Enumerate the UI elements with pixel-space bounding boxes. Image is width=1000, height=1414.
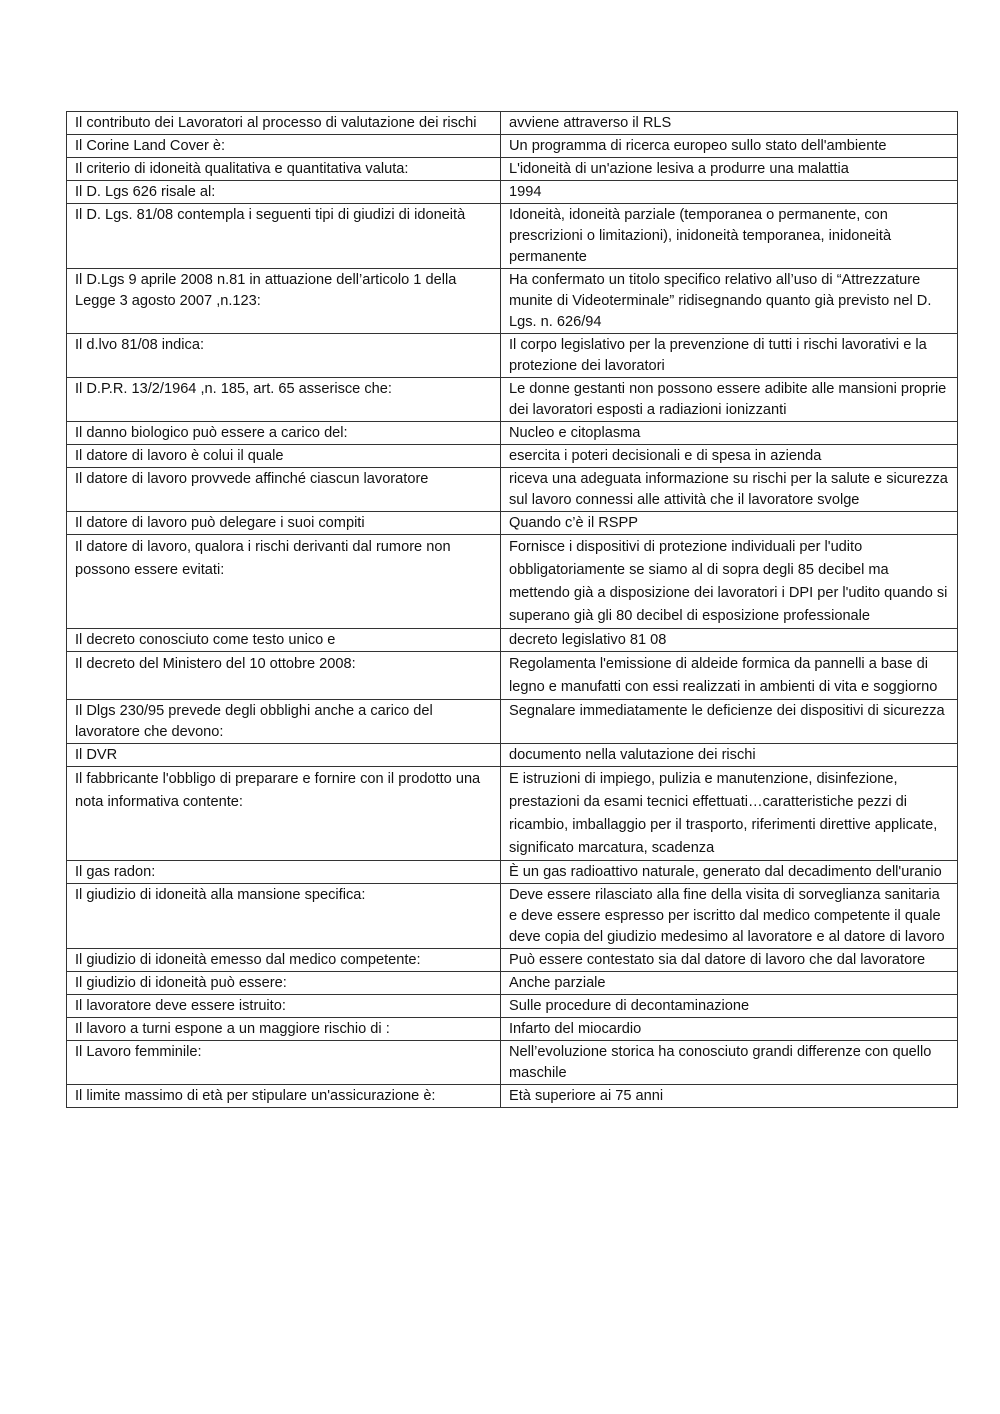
table-row — [67, 422, 958, 445]
answer-cell: 1994 — [501, 181, 958, 204]
answer-cell: Infarto del miocardio — [501, 1018, 958, 1041]
table-row — [67, 204, 958, 269]
answer-cell: Idoneità, idoneità parziale (temporanea o permanente, con prescrizioni o limitazioni), inidoneità temporanea, inidoneità permanente — [501, 204, 958, 269]
question-cell: Il D. Lgs. 81/08 contempla i seguenti tipi di giudizi di idoneità — [67, 204, 501, 269]
table-row — [67, 468, 958, 512]
table-row — [67, 767, 958, 861]
table-row — [67, 995, 958, 1018]
question-cell: Il criterio di idoneità qualitativa e quantitativa valuta: — [67, 158, 501, 181]
question-cell: Il D. Lgs 626 risale al: — [67, 181, 501, 204]
question-cell: Il danno biologico può essere a carico del: — [67, 422, 501, 445]
answer-cell: Il corpo legislativo per la prevenzione di tutti i rischi lavorativi e la protezione dei lavoratori — [501, 334, 958, 378]
table-row — [67, 512, 958, 535]
table-row — [67, 1041, 958, 1085]
table-row — [67, 269, 958, 334]
table-row — [67, 535, 958, 629]
question-cell: Il giudizio di idoneità emesso dal medico competente: — [67, 949, 501, 972]
answer-cell: Quando c’è il RSPP — [501, 512, 958, 535]
question-cell: Il datore di lavoro provvede affinché ciascun lavoratore — [67, 468, 501, 512]
answer-cell: avviene attraverso il RLS — [501, 112, 958, 135]
answer-cell: Età superiore ai 75 anni — [501, 1085, 958, 1108]
table-row — [67, 445, 958, 468]
question-cell: Il Lavoro femminile: — [67, 1041, 501, 1085]
qa-table — [66, 111, 958, 1108]
question-cell: Il datore di lavoro può delegare i suoi compiti — [67, 512, 501, 535]
table-row — [67, 135, 958, 158]
table-row — [67, 334, 958, 378]
table-row — [67, 1018, 958, 1041]
table-row — [67, 700, 958, 744]
answer-cell: L'idoneità di un'azione lesiva a produrre una malattia — [501, 158, 958, 181]
question-cell: Il lavoratore deve essere istruito: — [67, 995, 501, 1018]
question-cell: Il D.Lgs 9 aprile 2008 n.81 in attuazione dell’articolo 1 della Legge 3 agosto 2007 ,n.123: — [67, 269, 501, 334]
table-row — [67, 158, 958, 181]
question-cell: Il datore di lavoro è colui il quale — [67, 445, 501, 468]
answer-cell: Regolamenta l'emissione di aldeide formica da pannelli a base di legno e manufatti con essi realizzati in ambienti di vita e soggiorno — [501, 652, 958, 700]
question-cell: Il decreto conosciuto come testo unico e — [67, 629, 501, 652]
question-cell: Il giudizio di idoneità alla mansione specifica: — [67, 884, 501, 949]
answer-cell: E istruzioni di impiego, pulizia e manutenzione, disinfezione, prestazioni da esami tecnici effettuati…caratteristiche pezzi di ricambio, imballaggio per il trasporto, riferimenti direttive applicate, significato marcatura, scadenza — [501, 767, 958, 861]
answer-cell: È un gas radioattivo naturale, generato dal decadimento dell'uranio — [501, 861, 958, 884]
question-cell: Il fabbricante l'obbligo di preparare e fornire con il prodotto una nota informativa contente: — [67, 767, 501, 861]
question-cell: Il D.P.R. 13/2/1964 ,n. 185, art. 65 asserisce che: — [67, 378, 501, 422]
answer-cell: Segnalare immediatamente le deficienze dei dispositivi di sicurezza — [501, 700, 958, 744]
question-cell: Il d.lvo 81/08 indica: — [67, 334, 501, 378]
table-row — [67, 861, 958, 884]
table-row — [67, 884, 958, 949]
answer-cell: Nell’evoluzione storica ha conosciuto grandi differenze con quello maschile — [501, 1041, 958, 1085]
table-row — [67, 744, 958, 767]
question-cell: Il gas radon: — [67, 861, 501, 884]
answer-cell: Deve essere rilasciato alla fine della visita di sorveglianza sanitaria e deve essere espresso per iscritto dal medico competente il quale deve copia del giudizio medesimo al lavoratore e al datore di lavoro — [501, 884, 958, 949]
question-cell: Il giudizio di idoneità può essere: — [67, 972, 501, 995]
table-row — [67, 181, 958, 204]
table-row — [67, 629, 958, 652]
table-row — [67, 112, 958, 135]
answer-cell: Può essere contestato sia dal datore di lavoro che dal lavoratore — [501, 949, 958, 972]
answer-cell: Un programma di ricerca europeo sullo stato dell'ambiente — [501, 135, 958, 158]
answer-cell: Ha confermato un titolo specifico relativo all’uso di “Attrezzature munite di Videoterminale” ridisegnando quanto già previsto nel D. Lgs. n. 626/94 — [501, 269, 958, 334]
question-cell: Il lavoro a turni espone a un maggiore rischio di : — [67, 1018, 501, 1041]
answer-cell: decreto legislativo 81 08 — [501, 629, 958, 652]
question-cell: Il DVR — [67, 744, 501, 767]
answer-cell: documento nella valutazione dei rischi — [501, 744, 958, 767]
table-row — [67, 1085, 958, 1108]
question-cell: Il limite massimo di età per stipulare un'assicurazione è: — [67, 1085, 501, 1108]
table-row — [67, 972, 958, 995]
answer-cell: riceva una adeguata informazione su rischi per la salute e sicurezza sul lavoro connessi alle attività che il lavoratore svolge — [501, 468, 958, 512]
table-row — [67, 652, 958, 700]
question-cell: Il decreto del Ministero del 10 ottobre 2008: — [67, 652, 501, 700]
answer-cell: Fornisce i dispositivi di protezione individuali per l'udito obbligatoriamente se siamo al di sopra degli 85 decibel ma mettendo già a disposizione dei lavoratori i DPI per l'udito quando si superano già gli 80 decibel di esposizione professionale — [501, 535, 958, 629]
answer-cell: Anche parziale — [501, 972, 958, 995]
answer-cell: Sulle procedure di decontaminazione — [501, 995, 958, 1018]
table-row — [67, 949, 958, 972]
answer-cell: Le donne gestanti non possono essere adibite alle mansioni proprie dei lavoratori esposti a radiazioni ionizzanti — [501, 378, 958, 422]
table-row — [67, 378, 958, 422]
question-cell: Il contributo dei Lavoratori al processo di valutazione dei rischi — [67, 112, 501, 135]
answer-cell: esercita i poteri decisionali e di spesa in azienda — [501, 445, 958, 468]
question-cell: Il Dlgs 230/95 prevede degli obblighi anche a carico del lavoratore che devono: — [67, 700, 501, 744]
question-cell: Il datore di lavoro, qualora i rischi derivanti dal rumore non possono essere evitati: — [67, 535, 501, 629]
answer-cell: Nucleo e citoplasma — [501, 422, 958, 445]
question-cell: Il Corine Land Cover è: — [67, 135, 501, 158]
